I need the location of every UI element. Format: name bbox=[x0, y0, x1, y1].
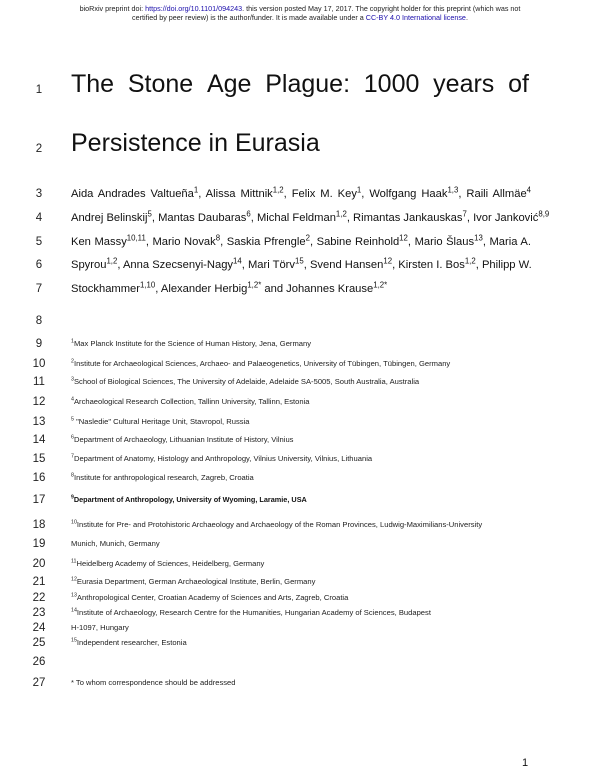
affiliation-item bbox=[71, 339, 311, 348]
author-name: Aida Andrades Valtueña bbox=[71, 188, 194, 200]
author-name: Saskia Pfrengle bbox=[226, 236, 306, 248]
author-name: Mario Novak bbox=[152, 236, 216, 248]
author-name: Svend Hansen bbox=[309, 259, 384, 271]
affiliation-text: H-1097, Hungary bbox=[71, 623, 129, 632]
affiliation-marker: 14 bbox=[233, 256, 242, 266]
affiliation-text: * To whom correspondence should be addressed bbox=[71, 678, 236, 687]
title-word: of bbox=[508, 70, 529, 98]
line-number: 23 bbox=[32, 607, 46, 619]
line-number: 1 bbox=[35, 84, 43, 96]
affiliation-marker: 1,2 bbox=[106, 256, 118, 266]
line-number: 21 bbox=[32, 576, 46, 588]
author-line: Aida Andrades Valtueña$^1$, Alissa Mittnik$^{1,2}$, Felix M. Key$^1$, Wolfgang Haak$^{1,3}$, Raili Allmäe$^4$ bbox=[71, 185, 532, 200]
affiliation-text: Archaeological Research Collection, Tallinn University, Tallinn, Estonia bbox=[73, 397, 310, 406]
author-name: Michal Feldman bbox=[256, 212, 336, 224]
title-word: The bbox=[71, 70, 115, 98]
affiliation-text: Institute for anthropological research, Zagreb, Croatia bbox=[73, 473, 254, 482]
author-line: Andrej Belinskij$^5$, Mantas Daubaras$^6$, Michal Feldman$^{1,2}$, Rimantas Jankauskas$^7$, Ivor Janković$^{8,9}$ bbox=[71, 209, 550, 224]
affiliation-text: Institute for Archaeological Sciences, Archaeo- and Palaeogenetics, University of Tübingen, Tübingen, Germany bbox=[73, 359, 451, 368]
author-name: Mari Törv bbox=[247, 259, 296, 271]
title-word: years bbox=[433, 70, 495, 98]
affiliation-text: Munich, Munich, Germany bbox=[71, 539, 160, 548]
affiliation-text: Independent researcher, Estonia bbox=[76, 638, 187, 647]
page-number: 1 bbox=[522, 757, 529, 769]
line-number: 17 bbox=[32, 494, 46, 506]
affiliation-item bbox=[71, 608, 431, 617]
line-number: 9 bbox=[35, 338, 43, 350]
author-name: Maria A. bbox=[489, 236, 531, 248]
affiliation-marker: 8 bbox=[215, 233, 221, 243]
author-name: Anna Szecsenyi-Nagy bbox=[122, 259, 234, 271]
affiliation-item bbox=[71, 678, 236, 687]
affiliation-item bbox=[71, 377, 419, 386]
affiliation-item bbox=[71, 473, 254, 482]
title-word: Age bbox=[206, 70, 252, 98]
line-number: 13 bbox=[32, 416, 46, 428]
affiliation-item bbox=[71, 539, 160, 548]
affiliation-text: Institute of Archaeology, Research Centre for the Humanities, Hungarian Academy of Sciences, Budapest bbox=[76, 608, 431, 617]
affiliation-marker: 1 bbox=[356, 185, 362, 195]
license-link[interactable]: CC-BY 4.0 International license bbox=[365, 13, 466, 22]
line-number: 25 bbox=[32, 637, 46, 649]
doi-link[interactable]: https://doi.org/10.1101/094243 bbox=[145, 4, 243, 13]
affiliation-item bbox=[71, 495, 307, 504]
line-number: 27 bbox=[32, 677, 46, 689]
affiliation-text: Department of Anthropology, University of Wyoming, Laramie, USA bbox=[73, 495, 307, 504]
line-number: 8 bbox=[35, 315, 43, 327]
line-number: 24 bbox=[32, 622, 46, 634]
affiliation-marker: 12 bbox=[383, 256, 393, 266]
header-line-2: certified by peer review) is the author/funder. It is made available under a CC-BY 4.0 International license. bbox=[132, 13, 468, 22]
author-name: and Johannes Krause bbox=[264, 283, 374, 295]
line-number: 5 bbox=[35, 236, 43, 248]
title-line-2: Persistence in Eurasia bbox=[71, 129, 320, 157]
author-name: Rimantas Jankauskas bbox=[353, 212, 463, 224]
affiliation-marker: 1,3 bbox=[447, 185, 459, 195]
author-name: Spyrou bbox=[71, 259, 107, 271]
affiliation-marker: 13 bbox=[474, 233, 483, 243]
author-name: Andrej Belinskij bbox=[71, 212, 148, 224]
affiliation-marker: 1,2 bbox=[272, 185, 284, 195]
affiliation-item bbox=[71, 435, 293, 444]
line-number: 11 bbox=[33, 376, 45, 388]
author-name: Alissa Mittnik bbox=[205, 188, 273, 200]
affiliation-number: 13 bbox=[71, 592, 77, 599]
affiliation-marker: 7 bbox=[462, 209, 467, 219]
author-line: Spyrou$^{1,2}$, Anna Szecsenyi-Nagy$^{14}$, Mari Törv$^{15}$, Svend Hansen$^{12}$, Kirsten I. Bos$^{1,2}$, Philipp W. bbox=[71, 256, 532, 271]
line-number: 18 bbox=[32, 519, 46, 531]
line-number: 22 bbox=[32, 592, 46, 604]
affiliation-number: 15 bbox=[71, 637, 77, 644]
affiliation-item bbox=[71, 577, 315, 586]
affiliation-item bbox=[71, 638, 187, 647]
affiliation-marker: 4 bbox=[526, 185, 532, 195]
author-name: Ivor Janković bbox=[473, 212, 539, 224]
header-line-1: bioRxiv preprint doi: https://doi.org/10.1101/094243. this version posted May 17, 2017. The copyright holder for this preprint (which was not bbox=[79, 4, 521, 13]
affiliation-marker: 15 bbox=[295, 256, 304, 266]
line-number: 3 bbox=[35, 188, 43, 200]
title-word: Plague: bbox=[265, 70, 351, 98]
affiliation-number: 8 bbox=[71, 472, 74, 479]
affiliation-item bbox=[71, 454, 372, 463]
line-number: 6 bbox=[35, 259, 43, 271]
author-name: Ken Massy bbox=[71, 236, 127, 248]
affiliation-marker: 1,2* bbox=[247, 280, 262, 290]
author-name: Mantas Daubaras bbox=[158, 212, 247, 224]
affiliation-text: Anthropological Center, Croatian Academy of Sciences and Arts, Zagreb, Croatia bbox=[76, 593, 349, 602]
author-name: Sabine Reinhold bbox=[316, 236, 400, 248]
line-number: 26 bbox=[32, 656, 46, 668]
affiliation-marker: 1,2* bbox=[373, 280, 388, 290]
affiliation-number: 3 bbox=[71, 376, 74, 383]
affiliation-number: 11 bbox=[71, 558, 77, 565]
affiliation-text: Eurasia Department, German Archaeological Institute, Berlin, Germany bbox=[76, 577, 316, 586]
affiliation-marker: 8,9 bbox=[538, 209, 550, 219]
line-number: 14 bbox=[32, 434, 46, 446]
affiliation-text: Department of Archaeology, Lithuanian Institute of History, Vilnius bbox=[73, 435, 294, 444]
affiliation-number: 6 bbox=[71, 434, 74, 441]
line-number: 12 bbox=[32, 396, 46, 408]
affiliation-marker: 1,10 bbox=[140, 280, 156, 290]
affiliation-number: 5 bbox=[71, 416, 74, 423]
affiliation-text: "Nasledie" Cultural Heritage Unit, Stavropol, Russia bbox=[73, 417, 250, 426]
affiliation-number: 10 bbox=[71, 519, 77, 526]
affiliation-marker: 1,2 bbox=[335, 209, 347, 219]
affiliation-item bbox=[71, 520, 482, 529]
affiliation-marker: 2 bbox=[305, 233, 310, 243]
affiliation-number: 12 bbox=[71, 576, 77, 583]
affiliation-item bbox=[71, 559, 264, 568]
affiliation-marker: 10,11 bbox=[126, 233, 146, 243]
author-name: Kirsten I. Bos bbox=[398, 259, 465, 271]
author-name: Stockhammer bbox=[71, 283, 141, 295]
author-line: Stockhammer$^{1,10}$, Alexander Herbig$^{1,2*}$ and Johannes Krause$^{1,2*}$ bbox=[71, 280, 388, 295]
title-word: Stone bbox=[127, 70, 194, 98]
affiliation-marker: 1 bbox=[193, 185, 199, 195]
title-line-1 bbox=[71, 70, 529, 99]
line-number: 19 bbox=[32, 538, 46, 550]
affiliation-text: Heidelberg Academy of Sciences, Heidelberg, Germany bbox=[76, 559, 265, 568]
affiliation-marker: 12 bbox=[399, 233, 408, 243]
author-name: Alexander Herbig bbox=[160, 283, 248, 295]
affiliation-text: Institute for Pre- and Protohistoric Archaeology and Archaeology of the Roman Provinces, Ludwig-Maximilians-University bbox=[76, 520, 483, 529]
affiliation-text: School of Biological Sciences, The University of Adelaide, Adelaide SA-5005, South Australia, Australia bbox=[73, 377, 420, 386]
line-number: 20 bbox=[32, 558, 46, 570]
author-name: Philipp W. bbox=[481, 259, 532, 271]
author-name: Mario Šlaus bbox=[414, 236, 475, 248]
affiliation-text: Max Planck Institute for the Science of Human History, Jena, Germany bbox=[73, 339, 312, 348]
line-number: 7 bbox=[35, 283, 43, 295]
affiliation-marker: 1,2 bbox=[464, 256, 476, 266]
affiliation-item bbox=[71, 359, 450, 368]
line-number: 2 bbox=[35, 143, 43, 155]
affiliation-number: 7 bbox=[71, 453, 74, 460]
line-number: 16 bbox=[32, 472, 46, 484]
affiliation-number: 1 bbox=[71, 338, 74, 345]
title-word: 1000 bbox=[363, 70, 420, 98]
affiliation-item bbox=[71, 623, 129, 632]
affiliation-text: Department of Anatomy, Histology and Anthropology, Vilnius University, Vilnius, Lithuania bbox=[73, 454, 373, 463]
author-line: Ken Massy$^{10,11}$, Mario Novak$^8$, Saskia Pfrengle$^2$, Sabine Reinhold$^{12}$, Mario Šlaus$^{13}$, Maria A. bbox=[71, 233, 531, 248]
affiliation-marker: 6 bbox=[246, 209, 251, 219]
affiliation-number: 2 bbox=[71, 358, 74, 365]
affiliation-number: 4 bbox=[71, 396, 74, 403]
affiliation-number: 9 bbox=[71, 494, 74, 501]
affiliation-marker: 5 bbox=[147, 209, 152, 219]
preprint-header bbox=[0, 4, 600, 22]
affiliation-item bbox=[71, 397, 310, 406]
affiliation-item bbox=[71, 593, 348, 602]
author-name: Wolfgang Haak bbox=[369, 188, 448, 200]
line-number: 4 bbox=[35, 212, 43, 224]
line-number: 10 bbox=[32, 358, 46, 370]
affiliation-number: 14 bbox=[71, 607, 77, 614]
affiliation-item bbox=[71, 417, 249, 426]
author-name: Raili Allmäe bbox=[466, 188, 527, 200]
author-name: Felix M. Key bbox=[291, 188, 357, 200]
line-number: 15 bbox=[32, 453, 46, 465]
